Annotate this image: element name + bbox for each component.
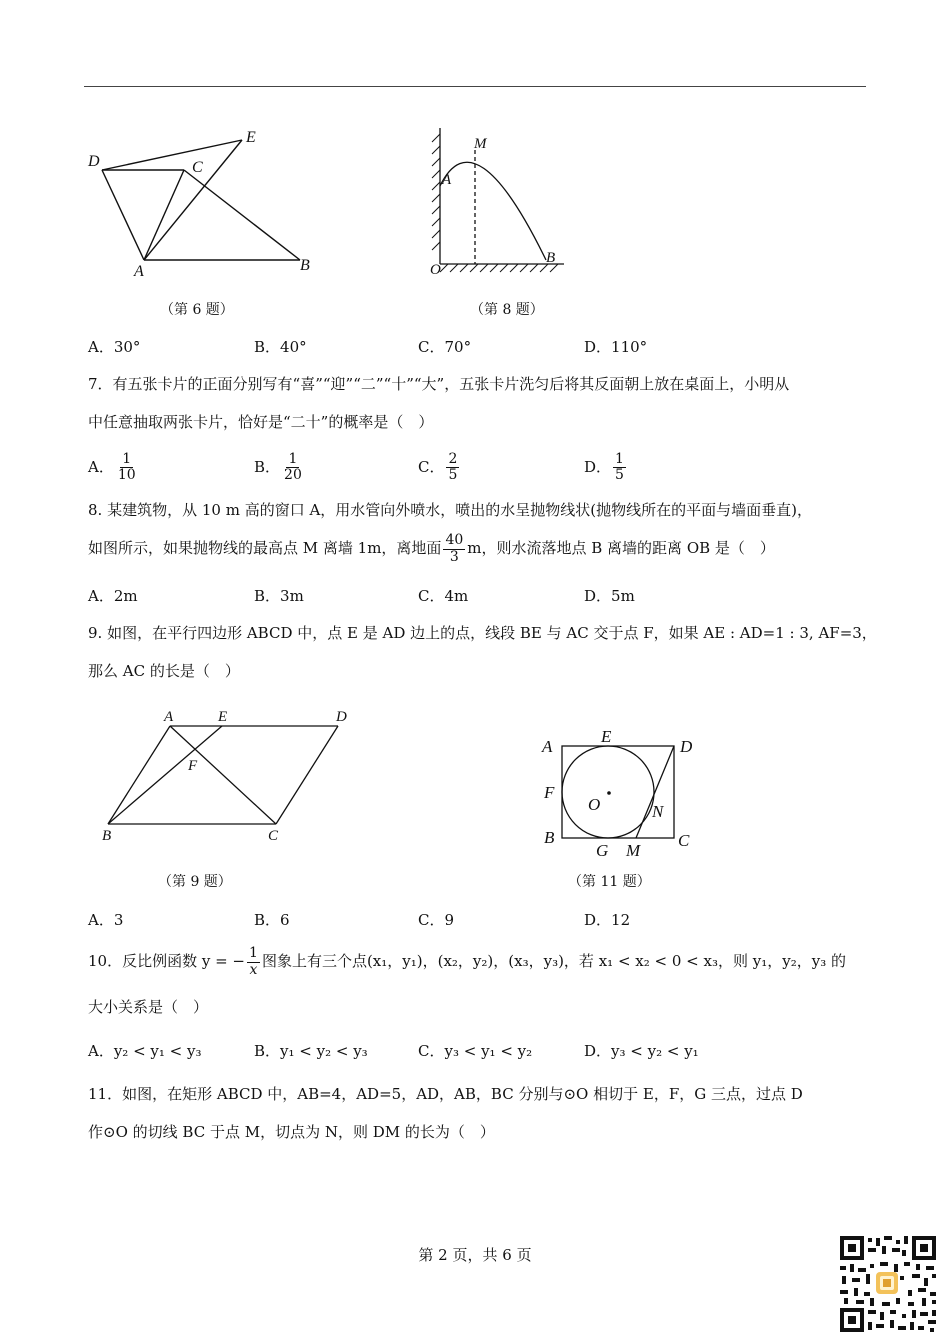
q8-option-a[interactable]: A．2m xyxy=(88,587,138,605)
q11-text-line2: 作⊙O 的切线 BC 于点 M，切点为 N，则 DM 的长为（ ） xyxy=(88,1123,495,1141)
q6-options xyxy=(88,336,868,360)
fig9-label-C: C xyxy=(268,828,279,844)
q9-option-d[interactable]: D．12 xyxy=(584,911,631,929)
q8-line2-end: m，则水流落地点 B 离墙的距离 OB 是（ ） xyxy=(467,539,775,557)
fig6-label-E: E xyxy=(246,129,256,146)
q7-option-d-label: D． xyxy=(584,457,612,476)
numerator: 1 xyxy=(249,945,258,962)
fig11-label-A: A xyxy=(542,737,553,756)
q10-option-d[interactable]: D．y₃ < y₂ < y₁ xyxy=(584,1042,699,1060)
q10-option-b[interactable]: B．y₁ < y₂ < y₃ xyxy=(254,1042,368,1060)
q7-option-c-label: C． xyxy=(418,457,445,476)
denominator: 3 xyxy=(449,548,459,565)
numerator: 2 xyxy=(448,451,458,467)
q8-text-line1: 8. 某建筑物，从 10 m 高的窗口 A，用水管向外喷水，喷出的水呈抛物线状(抛物线所在的平面与墙面垂直)， xyxy=(88,501,813,519)
fig6-label-B: B xyxy=(300,257,310,274)
fig9-label-D: D xyxy=(336,709,347,725)
numerator: 40 xyxy=(445,532,464,549)
q9-option-a[interactable]: A．3 xyxy=(88,911,124,929)
denominator: 10 xyxy=(117,467,136,484)
fig8-label-M: M xyxy=(474,136,487,152)
q7-option-a-fraction xyxy=(116,452,138,484)
q10-options xyxy=(88,1040,868,1064)
q10-text-line1 xyxy=(88,940,846,982)
q11-text-line1: 11．如图，在矩形 ABCD 中，AB=4，AD=5，AD，AB，BC 分别与⊙O 相切于 E，F，G 三点，过点 D xyxy=(88,1085,803,1103)
fig11-label-O: O xyxy=(588,795,601,814)
fig11-label-N: N xyxy=(652,802,664,821)
figure-8 xyxy=(420,124,580,280)
q7-option-b[interactable] xyxy=(254,452,306,484)
figure-8-drawing xyxy=(420,124,580,280)
figure-6-drawing xyxy=(84,120,324,280)
fig11-label-E: E xyxy=(601,727,612,746)
denominator: 5 xyxy=(615,467,624,484)
q10-option-a[interactable]: A．y₂ < y₁ < y₃ xyxy=(88,1042,202,1060)
caption-fig6: （第 6 题） xyxy=(160,302,234,318)
fig9-label-A: A xyxy=(164,709,174,725)
q6-option-b[interactable]: B．40° xyxy=(254,338,307,356)
fig11-label-M: M xyxy=(626,841,641,860)
page-footer: 第 2 页，共 6 页 xyxy=(418,1246,532,1264)
fig11-label-G: G xyxy=(596,841,609,860)
denominator: 20 xyxy=(284,467,302,484)
q8-options xyxy=(88,585,868,609)
caption-fig11: （第 11 题） xyxy=(568,874,651,890)
q6-option-a[interactable]: A．30° xyxy=(88,338,141,356)
qr-code-icon xyxy=(838,1234,938,1334)
q7-option-b-label: B． xyxy=(254,457,281,476)
numerator: 1 xyxy=(288,451,298,467)
figure-9-drawing xyxy=(98,704,368,844)
q8-option-b[interactable]: B．3m xyxy=(254,587,304,605)
q7-option-a-label: A． xyxy=(88,457,114,476)
q10-text-line2: 大小关系是（ ） xyxy=(88,998,209,1016)
denominator: x xyxy=(249,961,258,978)
q10-middle: 图象上有三个点(x₁，y₁)，(x₂，y₂)，(x₃，y₃)，若 x₁ < x₂ < 0 < x₃，则 y₁，y₂，y₃ 的 xyxy=(261,952,846,970)
q7-option-a[interactable] xyxy=(88,452,140,484)
q9-text-line1: 9. 如图，在平行四边形 ABCD 中，点 E 是 AD 边上的点，线段 BE 与 AC 交于点 F，如果 AE : AD=1 : 3, AF=3， xyxy=(88,624,877,642)
figure-11 xyxy=(538,722,708,862)
fig11-label-D: D xyxy=(680,737,693,756)
q8-line2-start: 如图所示，如果抛物线的最高点 M 离墙 1m，离地面 xyxy=(88,539,442,557)
numerator: 1 xyxy=(122,451,132,467)
q8-option-c[interactable]: C．4m xyxy=(418,587,469,605)
q7-text-line1: 7．有五张卡片的正面分别写有“喜”“迎”“二”“十”“大”，五张卡片洗匀后将其反面朝上放在桌面上，小明从 xyxy=(88,375,790,393)
figure-9 xyxy=(98,704,368,844)
q10-function-fraction xyxy=(247,946,260,978)
fig6-label-D: D xyxy=(88,153,100,170)
q8-height-fraction xyxy=(443,533,465,565)
header-rule xyxy=(84,86,866,87)
fig11-label-B: B xyxy=(544,828,555,847)
q6-option-d[interactable]: D．110° xyxy=(584,338,648,356)
fig9-label-F: F xyxy=(188,758,198,774)
q7-options xyxy=(88,442,868,484)
fig9-label-B: B xyxy=(102,828,112,844)
q8-option-d[interactable]: D．5m xyxy=(584,587,635,605)
denominator: 5 xyxy=(448,467,458,484)
caption-fig9: （第 9 题） xyxy=(158,874,232,890)
q7-option-b-fraction xyxy=(282,452,304,484)
figure-11-drawing xyxy=(538,722,708,862)
fig6-label-C: C xyxy=(192,159,203,176)
q7-option-c-fraction xyxy=(446,452,459,484)
figure-6 xyxy=(84,120,324,280)
fig8-label-B: B xyxy=(546,250,556,266)
q9-text-line2: 那么 AC 的长是（ ） xyxy=(88,662,240,680)
fig8-label-A: A xyxy=(442,172,452,188)
fig11-label-F: F xyxy=(544,783,555,802)
q9-option-b[interactable]: B．6 xyxy=(254,911,290,929)
q7-option-c[interactable] xyxy=(418,452,461,484)
q8-text-line2 xyxy=(88,528,775,568)
q9-options xyxy=(88,909,868,933)
q6-option-c[interactable]: C．70° xyxy=(418,338,472,356)
fig11-label-C: C xyxy=(678,831,690,850)
fig8-label-O: O xyxy=(430,262,441,278)
q10-option-c[interactable]: C．y₃ < y₁ < y₂ xyxy=(418,1042,533,1060)
q9-option-c[interactable]: C．9 xyxy=(418,911,455,929)
q10-prefix: 10．反比例函数 y = − xyxy=(88,952,246,970)
q7-text-line2: 中任意抽取两张卡片，恰好是“二十”的概率是（ ） xyxy=(88,413,434,431)
fig6-label-A: A xyxy=(134,263,144,280)
q7-option-d[interactable] xyxy=(584,452,628,484)
fig9-label-E: E xyxy=(218,709,228,725)
numerator: 1 xyxy=(615,451,624,467)
q7-option-d-fraction xyxy=(613,452,626,484)
caption-fig8: （第 8 题） xyxy=(470,302,544,318)
